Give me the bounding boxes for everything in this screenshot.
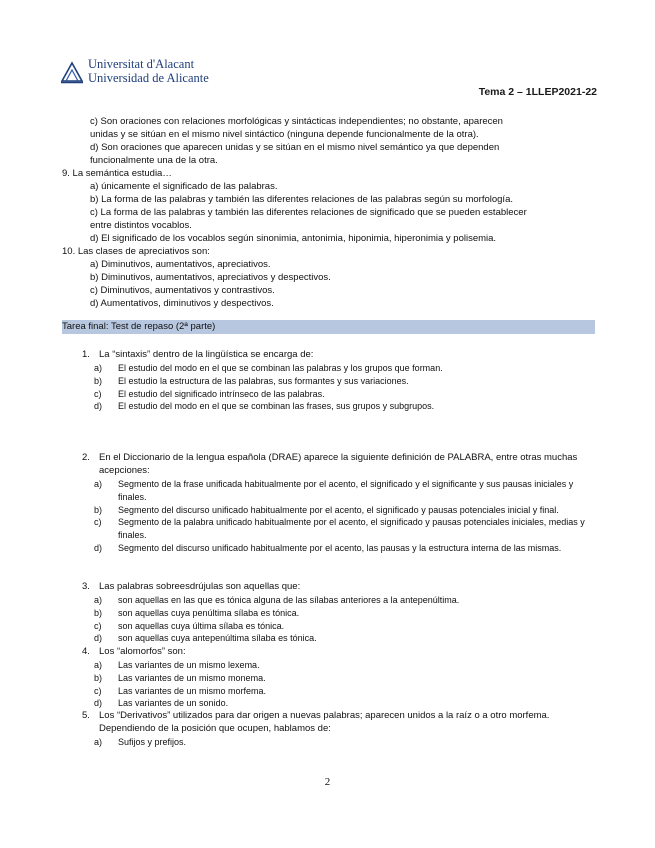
question-text: Las palabras sobreesdrújulas son aquellas que: xyxy=(99,581,301,592)
option-text: son aquellas en las que es tónica alguna de las sílabas anteriores a la antepenúltima. xyxy=(118,595,460,605)
option-line: c) La forma de las palabras y también las diferentes relaciones de significado que se pueden establecer xyxy=(90,207,527,218)
option-letter: a) xyxy=(94,737,103,747)
option-item xyxy=(94,632,594,645)
option-item xyxy=(94,659,594,672)
question-text: En el Diccionario de la lengua española (DRAE) aparece la siguiente definición de PALABRA, entre otras muchas acepciones: xyxy=(99,452,578,476)
option-line: entre distintos vocablos. xyxy=(90,220,192,231)
question-3 xyxy=(82,580,594,645)
option-list xyxy=(94,736,594,749)
question-number: 4. xyxy=(82,646,90,657)
option-line: c) Diminutivos, aumentativos y contrastivos. xyxy=(90,285,275,296)
question-9: 9. La semántica estudia… xyxy=(62,168,172,179)
option-letter: d) xyxy=(94,401,103,412)
option-item xyxy=(94,594,594,607)
option-text: Las variantes de un mismo morfema. xyxy=(118,685,267,696)
option-item xyxy=(94,542,594,555)
option-letter: a) xyxy=(94,479,103,489)
option-item xyxy=(94,362,594,375)
option-letter: b) xyxy=(94,672,103,683)
option-text: Segmento del discurso unificado habitualmente por el acento, el significado y pausas potenciales inicial y final. xyxy=(118,504,559,515)
question-1 xyxy=(82,348,594,413)
page-number: 2 xyxy=(324,776,331,788)
option-text: Segmento de la palabra unificado habitualmente por el acento, el significado y pausas potenciales iniciales, medias y finales. xyxy=(118,517,585,541)
section-heading: Tarea final: Test de repaso (2ª parte) xyxy=(62,320,595,334)
option-list xyxy=(94,594,594,645)
option-text: Segmento de la frase unificada habitualmente por el acento, el significado y el significante y sus pausas iniciales y finales. xyxy=(118,479,574,502)
option-item xyxy=(94,516,594,542)
option-text: son aquellas cuya antepenúltima sílaba es tónica. xyxy=(118,633,317,644)
option-line: c) Son oraciones con relaciones morfológicas y sintácticas independientes; no obstante, aparecen xyxy=(90,116,503,127)
option-item xyxy=(94,478,594,504)
option-item xyxy=(94,672,594,685)
previous-questions-block xyxy=(62,115,592,310)
option-letter: d) xyxy=(94,633,103,644)
option-text: El estudio del modo en el que se combinan las palabras y los grupos que forman. xyxy=(118,363,443,373)
question-number: 2. xyxy=(82,452,90,463)
option-item xyxy=(94,400,594,413)
option-line: d) Aumentativos, diminutivos y despectivos. xyxy=(90,298,274,309)
option-letter: b) xyxy=(94,504,103,515)
university-emblem-icon xyxy=(60,59,84,85)
option-text: Sufijos y prefijos. xyxy=(118,737,187,747)
option-letter: a) xyxy=(94,660,103,670)
option-letter: c) xyxy=(94,685,102,696)
option-letter: b) xyxy=(94,375,103,386)
option-letter: c) xyxy=(94,517,102,528)
option-list xyxy=(94,478,594,555)
option-line: d) Son oraciones que aparecen unidas y se sitúan en el mismo nivel semántico ya que dependen xyxy=(90,142,500,153)
university-logo xyxy=(60,57,230,91)
question-5 xyxy=(82,709,594,749)
question-4 xyxy=(82,645,594,710)
option-list xyxy=(94,362,594,413)
question-number: 3. xyxy=(82,581,90,592)
option-line: funcionalmente una de la otra. xyxy=(90,155,218,166)
question-10: 10. Las clases de apreciativos son: xyxy=(62,246,210,257)
option-item xyxy=(94,388,594,401)
option-text: El estudio la estructura de las palabras, sus formantes y sus variaciones. xyxy=(118,375,409,386)
option-text: El estudio del significado intrínseco de las palabras. xyxy=(118,388,325,399)
logo-line-1: Universitat d'Alacant xyxy=(88,57,195,71)
option-item xyxy=(94,685,594,698)
question-text: La “sintaxis” dentro de la lingüística se encarga de: xyxy=(99,349,314,360)
option-item xyxy=(94,736,594,749)
option-text: Las variantes de un sonido. xyxy=(118,698,229,709)
question-text: Los “Derivativos” utilizados para dar origen a nuevas palabras; aparecen unidos a la raíz o a otro morfema. Dependiendo de la posición que ocupen, hablamos de: xyxy=(99,710,550,734)
option-letter: a) xyxy=(94,595,103,605)
option-text: Segmento del discurso unificado habitualmente por el acento, las pausas y la estructura interna de las mismas. xyxy=(118,542,562,553)
option-letter: a) xyxy=(94,363,103,373)
question-2 xyxy=(82,451,594,555)
option-line: unidas y se sitúan en el mismo nivel sintáctico (ninguna depende funcionalmente de la otra). xyxy=(90,129,479,140)
option-line: a) Diminutivos, aumentativos, apreciativos. xyxy=(90,259,271,270)
question-number: 1. xyxy=(82,349,90,360)
option-text: son aquellas cuya penúltima sílaba es tónica. xyxy=(118,607,300,618)
option-letter: c) xyxy=(94,388,102,399)
option-letter: c) xyxy=(94,620,102,631)
document-header-title: Tema 2 – 1LLEP2021-22 xyxy=(478,86,597,98)
option-letter: b) xyxy=(94,607,103,618)
question-text: Los “alomorfos” son: xyxy=(99,646,186,657)
option-line: d) El significado de los vocablos según sinonimia, antonimia, hiponimia, hiperonimia y polisemia. xyxy=(90,233,497,244)
question-number: 5. xyxy=(82,710,90,721)
option-line: b) Diminutivos, aumentativos, apreciativos y despectivos. xyxy=(90,272,331,283)
option-text: son aquellas cuya última sílaba es tónica. xyxy=(118,620,285,631)
option-list xyxy=(94,659,594,710)
option-item xyxy=(94,620,594,633)
option-line: a) únicamente el significado de las palabras. xyxy=(90,181,278,192)
logo-line-2: Universidad de Alicante xyxy=(88,71,209,85)
option-text: El estudio del modo en el que se combinan las frases, sus grupos y subgrupos. xyxy=(118,401,435,412)
option-text: Las variantes de un mismo monema. xyxy=(118,672,266,683)
option-item xyxy=(94,504,594,517)
option-text: Las variantes de un mismo lexema. xyxy=(118,660,260,670)
option-item xyxy=(94,607,594,620)
option-item xyxy=(94,375,594,388)
option-letter: d) xyxy=(94,698,103,709)
option-line: b) La forma de las palabras y también las diferentes relaciones de las palabras según su morfología. xyxy=(90,194,513,205)
option-letter: d) xyxy=(94,542,103,553)
